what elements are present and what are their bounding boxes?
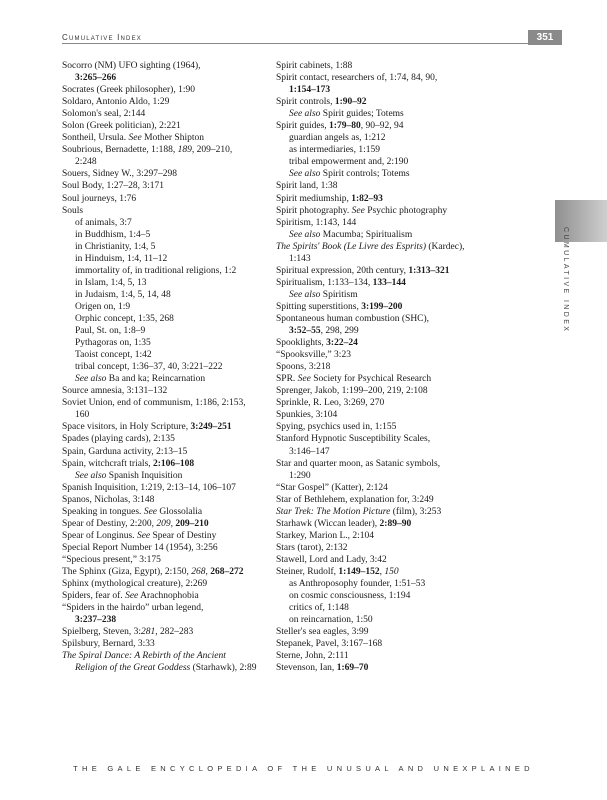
index-entry-text: Souls: [62, 205, 84, 216]
index-entry-text: Spoons, 3:218: [276, 362, 331, 373]
index-entry-text: 1:313–321: [408, 265, 450, 276]
index-entry-text: Spain, witchcraft trials,: [62, 458, 154, 469]
index-entry-text: See: [125, 591, 139, 602]
side-tab-label: [555, 227, 571, 334]
index-entry-text: SPR.: [276, 374, 298, 385]
index-entry: [276, 385, 514, 397]
index-entry-text: Spanish Inquisition: [106, 470, 183, 481]
index-entry-text: Sterne, John, 2:111: [276, 651, 349, 662]
index-entry: [276, 506, 514, 518]
index-entry-text: 2:89–90: [379, 518, 412, 529]
index-entry-text: See: [136, 530, 151, 541]
index-entry-text: Spear of Destiny: [150, 530, 217, 541]
index-entry: [62, 96, 267, 108]
index-entry: [62, 156, 267, 168]
index-entry: [276, 602, 514, 614]
index-entry: [276, 253, 514, 265]
index-entry-text: 189: [177, 145, 192, 156]
index-entry-text: Soldaro, Antonio Aldo, 1:29: [62, 97, 170, 108]
index-entry: [62, 554, 267, 566]
index-entry-text: immortality of, in traditional religions, 1:2: [75, 265, 237, 276]
index-entry-text: Mother Shipton: [141, 133, 204, 144]
index-entry-text: 268–272: [210, 566, 244, 577]
index-entry: [62, 337, 267, 349]
index-entry-text: Star of Bethlehem, explanation for, 3:249: [276, 494, 434, 505]
index-entry: [276, 120, 514, 132]
index-entry-text: Starhawk (Wiccan leader),: [276, 518, 380, 529]
index-entry: [62, 446, 267, 458]
index-entry: [62, 373, 267, 385]
index-entry-text: Spain, Garduna activity, 2:13–15: [62, 446, 188, 457]
index-entry: [276, 470, 514, 482]
index-entry: [276, 458, 514, 470]
index-entry-text: Spying, psychics used in, 1:155: [276, 422, 397, 433]
index-entry: [62, 325, 267, 337]
index-entry-text: as intermediaries, 1:159: [289, 145, 381, 156]
index-entry-text: 3:249–251: [190, 422, 232, 433]
index-entry-text: Soul Body, 1:27–28, 3:171: [62, 181, 165, 192]
index-entry-text: Spirit guides; Totems: [320, 109, 404, 120]
index-entry: [276, 337, 514, 349]
index-entry: [62, 506, 267, 518]
index-entry: [62, 458, 267, 470]
index-entry: [276, 325, 514, 337]
index-entry: [276, 530, 514, 542]
index-entry: [276, 566, 514, 578]
index-column-left: [62, 60, 267, 674]
index-entry-text: ,: [205, 566, 211, 577]
index-entry: [276, 265, 514, 277]
index-entry-text: Souers, Sidney W., 3:297–298: [62, 169, 178, 180]
index-entry-text: Spirit land, 1:38: [276, 181, 338, 192]
index-entry-text: See also: [289, 109, 321, 120]
index-entry: [276, 313, 514, 325]
index-entry-text: , 90–92, 94: [360, 121, 404, 132]
index-entry-text: Sontheil, Ursula.: [62, 133, 129, 144]
index-entry: [62, 530, 267, 542]
index-entry-text: Spiders, fear of.: [62, 591, 126, 602]
index-entry-text: Psychic photography: [364, 205, 448, 216]
index-entry: [62, 433, 267, 445]
index-entry: [62, 482, 267, 494]
running-footer: THE GALE ENCYCLOPEDIA OF THE UNUSUAL AND UNEXPLAINED: [73, 764, 534, 773]
index-entry-text: 3:146–147: [289, 446, 330, 457]
index-entry: [62, 205, 267, 217]
index-entry-text: Origen on, 1:9: [75, 301, 131, 312]
index-entry-text: Stanford Hypnotic Susceptibility Scales,: [276, 434, 431, 445]
index-entry-text: Solomon's seal, 2:144: [62, 109, 146, 120]
index-entry: [62, 614, 267, 626]
index-entry: [276, 662, 514, 674]
index-entry: [276, 397, 514, 409]
index-entry: [276, 421, 514, 433]
index-entry-text: 1:290: [289, 470, 311, 481]
index-entry: [62, 132, 267, 144]
index-entry-text: in Buddhism, 1:4–5: [75, 229, 151, 240]
index-entry: [62, 108, 267, 120]
index-entry-text: See: [128, 133, 142, 144]
index-entry: [276, 144, 514, 156]
index-entry-text: Sprenger, Jakob, 1:199–200, 219, 2:108: [276, 386, 428, 397]
index-entry-text: Society for Psychical Research: [310, 374, 432, 385]
index-entry: [276, 168, 514, 180]
index-entry-text: Steiner, Rudolf,: [276, 566, 339, 577]
index-entry: [62, 421, 267, 433]
index-entry-text: Glossolalia: [157, 506, 203, 517]
index-entry: [62, 180, 267, 192]
index-entry-text: ,: [170, 518, 176, 529]
index-entry-text: of animals, 3:7: [75, 217, 132, 228]
index-entry-text: Spiritism: [320, 289, 358, 300]
index-entry: [276, 108, 514, 120]
index-entry-text: Spirit contact, researchers of, 1:74, 84, 90,: [276, 73, 438, 84]
index-entry: [62, 277, 267, 289]
index-entry-text: tribal concept, 1:36–37, 40, 3:221–222: [75, 362, 223, 373]
index-entry-text: critics of, 1:148: [289, 603, 349, 614]
index-entry: [276, 638, 514, 650]
index-entry-text: Special Report Number 14 (1954), 3:256: [62, 542, 218, 553]
index-entry: [276, 132, 514, 144]
index-entry-text: Solon (Greek politician), 2:221: [62, 121, 181, 132]
index-entry-text: Stars (tarot), 2:132: [276, 542, 348, 553]
index-entry: [62, 84, 267, 96]
index-entry-text: “Specious present,” 3:175: [62, 554, 161, 565]
index-entry: [276, 96, 514, 108]
index-entry: [276, 84, 514, 96]
index-entry-text: Spades (playing cards), 2:135: [62, 434, 175, 445]
index-entry: [62, 566, 267, 578]
index-entry-text: 3:237–238: [75, 615, 117, 626]
index-entry-text: See also: [289, 229, 321, 240]
index-entry-text: on reincarnation, 1:50: [289, 615, 373, 626]
index-column-right: [276, 60, 514, 674]
index-entry-text: Spirit photography.: [276, 205, 352, 216]
index-entry-text: (Kardec),: [425, 241, 465, 252]
index-entry: [276, 241, 514, 253]
index-entry: [62, 60, 267, 72]
index-entry-text: Spirit controls; Totems: [320, 169, 410, 180]
index-entry-text: “Spiders in the hairdo” urban legend,: [62, 603, 204, 614]
index-entry-text: Spunkies, 3:104: [276, 410, 338, 421]
index-entry: [276, 482, 514, 494]
index-entry: [62, 313, 267, 325]
index-entry-text: Spear of Destiny, 2:200,: [62, 518, 157, 529]
index-entry-text: Orphic concept, 1:35, 268: [75, 313, 174, 324]
index-entry-text: on cosmic consciousness, 1:194: [289, 591, 411, 602]
index-entry: [276, 289, 514, 301]
index-entry-text: Soul journeys, 1:76: [62, 193, 137, 204]
index-entry: [276, 229, 514, 241]
index-entry: [276, 60, 514, 72]
index-entry: [62, 361, 267, 373]
index-entry: [62, 72, 267, 84]
index-entry-text: 150: [384, 566, 399, 577]
index-entry-text: , 209–210,: [191, 145, 233, 156]
index-entry: [276, 301, 514, 313]
index-entry-text: Religion of the Great Goddess: [75, 663, 191, 674]
index-entry-text: Paul, St. on, 1:8–9: [75, 326, 146, 337]
index-entry: [62, 168, 267, 180]
index-entry-text: 1:143: [289, 253, 311, 264]
index-entry-text: 1:79–80: [329, 121, 361, 132]
index-entry-text: See also: [289, 169, 321, 180]
index-entry: [62, 120, 267, 132]
index-entry: [276, 180, 514, 192]
index-entry: [62, 217, 267, 229]
index-entry: [62, 289, 267, 301]
index-entry: [276, 217, 514, 229]
index-entry-text: 1:82–93: [351, 193, 383, 204]
index-entry: [276, 277, 514, 289]
page-number: 351: [528, 30, 562, 45]
index-entry-text: 1:90–92: [334, 97, 367, 108]
index-entry: [62, 385, 267, 397]
side-tab-label-text: CUMULATIVE INDEX: [562, 227, 569, 334]
index-entry: [62, 470, 267, 482]
index-entry-text: Spirit cabinets, 1:88: [276, 61, 353, 71]
index-entry: [276, 72, 514, 84]
index-entry-text: See: [297, 374, 311, 385]
index-entry: [276, 409, 514, 421]
index-entry-text: (film), 3:253: [390, 506, 442, 517]
index-entry-text: (Starhawk), 2:89: [190, 663, 257, 674]
index-entry-text: Spiritual expression, 20th century,: [276, 265, 409, 276]
index-entry: [62, 301, 267, 313]
index-entry: [62, 518, 267, 530]
index-entry-text: Spooklights,: [276, 338, 327, 349]
index-entry: [276, 542, 514, 554]
index-entry-text: Spiritualism, 1:133–134,: [276, 277, 373, 288]
index-entry-text: Stawell, Lord and Lady, 3:42: [276, 554, 387, 565]
index-entry-text: The Spirits' Book (Le Livre des Esprits): [276, 241, 426, 252]
index-entry-text: Star Trek: The Motion Picture: [276, 506, 391, 517]
index-entry: [276, 205, 514, 217]
index-entry: [62, 253, 267, 265]
index-entry-text: Soviet Union, end of communism, 1:186, 2:153,: [62, 398, 246, 409]
index-entry-text: See also: [75, 374, 107, 385]
index-entry: [62, 590, 267, 602]
index-entry-text: 3:199–200: [361, 301, 403, 312]
index-entry-text: Pythagoras on, 1:35: [75, 338, 151, 349]
index-entry-text: Spanish Inquisition, 1:219, 2:13–14, 106–107: [62, 482, 236, 493]
index-entry-text: ,: [379, 566, 385, 577]
index-entry-text: Spear of Longinus.: [62, 530, 137, 541]
index-entry-text: tribal empowerment and, 2:190: [289, 157, 409, 168]
index-entry: [276, 446, 514, 458]
index-entry-text: Sphinx (mythological creature), 2:269: [62, 579, 208, 590]
index-entry-text: Spirit guides,: [276, 121, 330, 132]
index-entry-text: Spielberg, Steven, 3:: [62, 627, 141, 638]
index-entry: [62, 650, 267, 662]
index-entry-text: Star and quarter moon, as Satanic symbols,: [276, 458, 441, 469]
index-entry-text: 1:154–173: [289, 85, 331, 96]
index-entry-text: Ba and ka; Reincarnation: [106, 374, 206, 385]
index-entry-text: Socorro (NM) UFO sighting (1964),: [62, 61, 201, 71]
index-entry-text: 281: [140, 627, 156, 638]
index-entry-text: 209–210: [175, 518, 209, 529]
index-entry: [276, 650, 514, 662]
index-entry-text: in Christianity, 1:4, 5: [75, 241, 156, 252]
index-entry-text: 3:22–24: [326, 338, 358, 349]
index-entry: [62, 409, 267, 421]
index-entry-text: See: [143, 506, 157, 517]
index-entry-text: “Star Gospel” (Katter), 2:124: [276, 482, 388, 493]
index-entry-text: Stepanek, Pavel, 3:167–168: [276, 639, 383, 650]
index-entry-text: See also: [75, 470, 107, 481]
index-entry-text: 3:52–55: [289, 326, 321, 337]
index-entry: [62, 602, 267, 614]
index-entry-text: Speaking in tongues.: [62, 506, 144, 517]
index-entry-text: Source amnesia, 3:131–132: [62, 386, 168, 397]
index-entry: [276, 433, 514, 445]
index-entry-text: 2:106–108: [153, 458, 195, 469]
index-entry-text: 160: [75, 410, 90, 421]
index-entry: [276, 518, 514, 530]
index-entry-text: Spiritism, 1:143, 144: [276, 217, 357, 228]
index-entry-text: Spitting superstitions,: [276, 301, 362, 312]
index-entry-text: Sprinkle, R. Leo, 3:269, 270: [276, 398, 385, 409]
index-entry-text: as Anthroposophy founder, 1:51–53: [289, 579, 426, 590]
index-entry: [62, 638, 267, 650]
index-entry: [276, 590, 514, 602]
index-entry-text: The Sphinx (Giza, Egypt), 2:150,: [62, 566, 192, 577]
index-entry-text: 209: [156, 518, 171, 529]
index-entry-text: See also: [289, 289, 321, 300]
index-entry-text: Macumba; Spiritualism: [320, 229, 413, 240]
index-entry-text: , 282–283: [155, 627, 194, 638]
index-entry: [62, 241, 267, 253]
index-entry: [62, 626, 267, 638]
header-rule: [62, 43, 528, 44]
index-entry-text: 133–144: [372, 277, 406, 288]
index-entry: [62, 494, 267, 506]
index-entry-text: Arachnophobia: [138, 591, 199, 602]
index-entry: [276, 554, 514, 566]
index-entry: [276, 614, 514, 626]
index-entry-text: 268: [191, 566, 206, 577]
index-entry-text: Soubrious, Bernadette, 1:188,: [62, 145, 178, 156]
index-entry-text: 3:265–266: [75, 73, 117, 84]
index-entry: [62, 662, 267, 674]
index-entry-text: 2:248: [75, 157, 97, 168]
index-entry: [62, 144, 267, 156]
index-entry-text: Spilsbury, Bernard, 3:33: [62, 639, 155, 650]
index-entry-text: guardian angels as, 1:212: [289, 133, 386, 144]
index-entry-text: Steller's sea eagles, 3:99: [276, 627, 369, 638]
index-entry-text: in Judaism, 1:4, 5, 14, 48: [75, 289, 171, 300]
index-entry-text: The Spiral Dance: A Rebirth of the Ancient: [62, 651, 226, 662]
index-entry-text: Taoist concept, 1:42: [75, 350, 152, 361]
index-entry: [62, 265, 267, 277]
index-entry-text: , 298, 299: [320, 326, 359, 337]
index-entry: [276, 361, 514, 373]
index-entry: [276, 578, 514, 590]
index-entry: [62, 397, 267, 409]
index-entry-text: Socrates (Greek philosopher), 1:90: [62, 85, 195, 96]
index-entry-text: in Islam, 1:4, 5, 13: [75, 277, 147, 288]
index-entry-text: See: [351, 205, 365, 216]
index-entry: [62, 193, 267, 205]
index-entry-text: in Hinduism, 1:4, 11–12: [75, 253, 168, 264]
index-entry: [276, 349, 514, 361]
index-entry-text: 1:69–70: [336, 663, 369, 674]
index-entry-text: Spirit controls,: [276, 97, 335, 108]
index-entry-text: Spanos, Nicholas, 3:148: [62, 494, 155, 505]
index-entry: [276, 626, 514, 638]
index-entry-text: “Spooksville,” 3:23: [276, 350, 351, 361]
index-entry-text: Starkey, Marion L., 2:104: [276, 530, 375, 541]
running-header-title: Cumulative Index: [62, 33, 142, 42]
index-entry-text: Spontaneous human combustion (SHC),: [276, 313, 430, 324]
index-entry: [276, 156, 514, 168]
index-entry: [62, 578, 267, 590]
index-entry-text: Stevenson, Ian,: [276, 663, 337, 674]
index-entry-text: 1:149–152: [338, 566, 380, 577]
index-entry-text: Space visitors, in Holy Scripture,: [62, 422, 191, 433]
index-entry: [62, 349, 267, 361]
index-entry: [276, 494, 514, 506]
index-entry: [62, 542, 267, 554]
index-entry: [276, 373, 514, 385]
index-entry: [276, 193, 514, 205]
index-entry: [62, 229, 267, 241]
index-entry-text: Spirit mediumship,: [276, 193, 352, 204]
